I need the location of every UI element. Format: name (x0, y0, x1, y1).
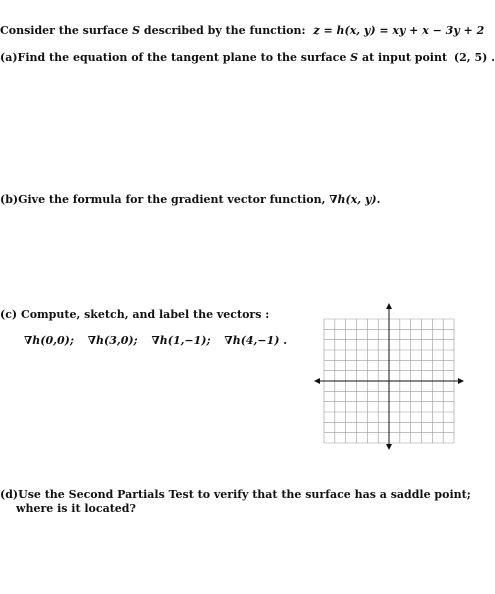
vector-4: ∇h(4,−1) . (224, 334, 288, 347)
part-b-gradient: ∇h(x, y) (329, 193, 377, 206)
y-axis-arrow-down (386, 444, 392, 450)
y-axis-arrow-up (386, 303, 392, 309)
part-c (0, 308, 269, 322)
part-a-point: (2, 5) (453, 51, 488, 64)
surface-symbol: S (132, 24, 141, 37)
coordinate-grid (312, 301, 472, 449)
intro-line (0, 24, 484, 38)
part-d-line-2 (16, 502, 136, 516)
part-b-end: . (376, 193, 381, 206)
part-d-text-2: where is it located? (16, 502, 136, 515)
part-b-text: Give the formula for the gradient vector function, (18, 193, 326, 206)
part-b (0, 193, 380, 207)
vector-1: ∇h(0,0); (24, 334, 74, 347)
intro-text: Consider the surface (0, 24, 129, 37)
part-a-label: (a) (0, 51, 18, 64)
part-a-text: Find the equation of the tangent plane to the surface (17, 51, 347, 64)
vector-3: ∇h(1,−1); (151, 334, 211, 347)
part-a-surface: S (350, 51, 359, 64)
part-c-text: Compute, sketch, and label the vectors : (20, 308, 270, 321)
coordinate-grid-svg (312, 301, 472, 449)
function-definition: z = h(x, y) = xy + x − 3y + 2 (313, 24, 485, 37)
part-b-label: (b) (0, 193, 19, 206)
vector-2: ∇h(3,0); (87, 334, 138, 347)
part-d-line-1 (0, 488, 471, 502)
part-c-vectors (24, 334, 287, 348)
part-d-text: Use the Second Partials Test to verify that the surface has a saddle point; (18, 488, 471, 501)
part-d-label: (d) (0, 488, 19, 501)
part-a-text-2: at input point (361, 51, 448, 64)
x-axis-arrow-left (314, 378, 320, 384)
part-c-label: (c) (0, 308, 18, 321)
part-a (0, 51, 495, 65)
part-a-end: . (491, 51, 495, 64)
intro-text-2: described by the function: (143, 24, 306, 37)
x-axis-arrow-right (458, 378, 464, 384)
